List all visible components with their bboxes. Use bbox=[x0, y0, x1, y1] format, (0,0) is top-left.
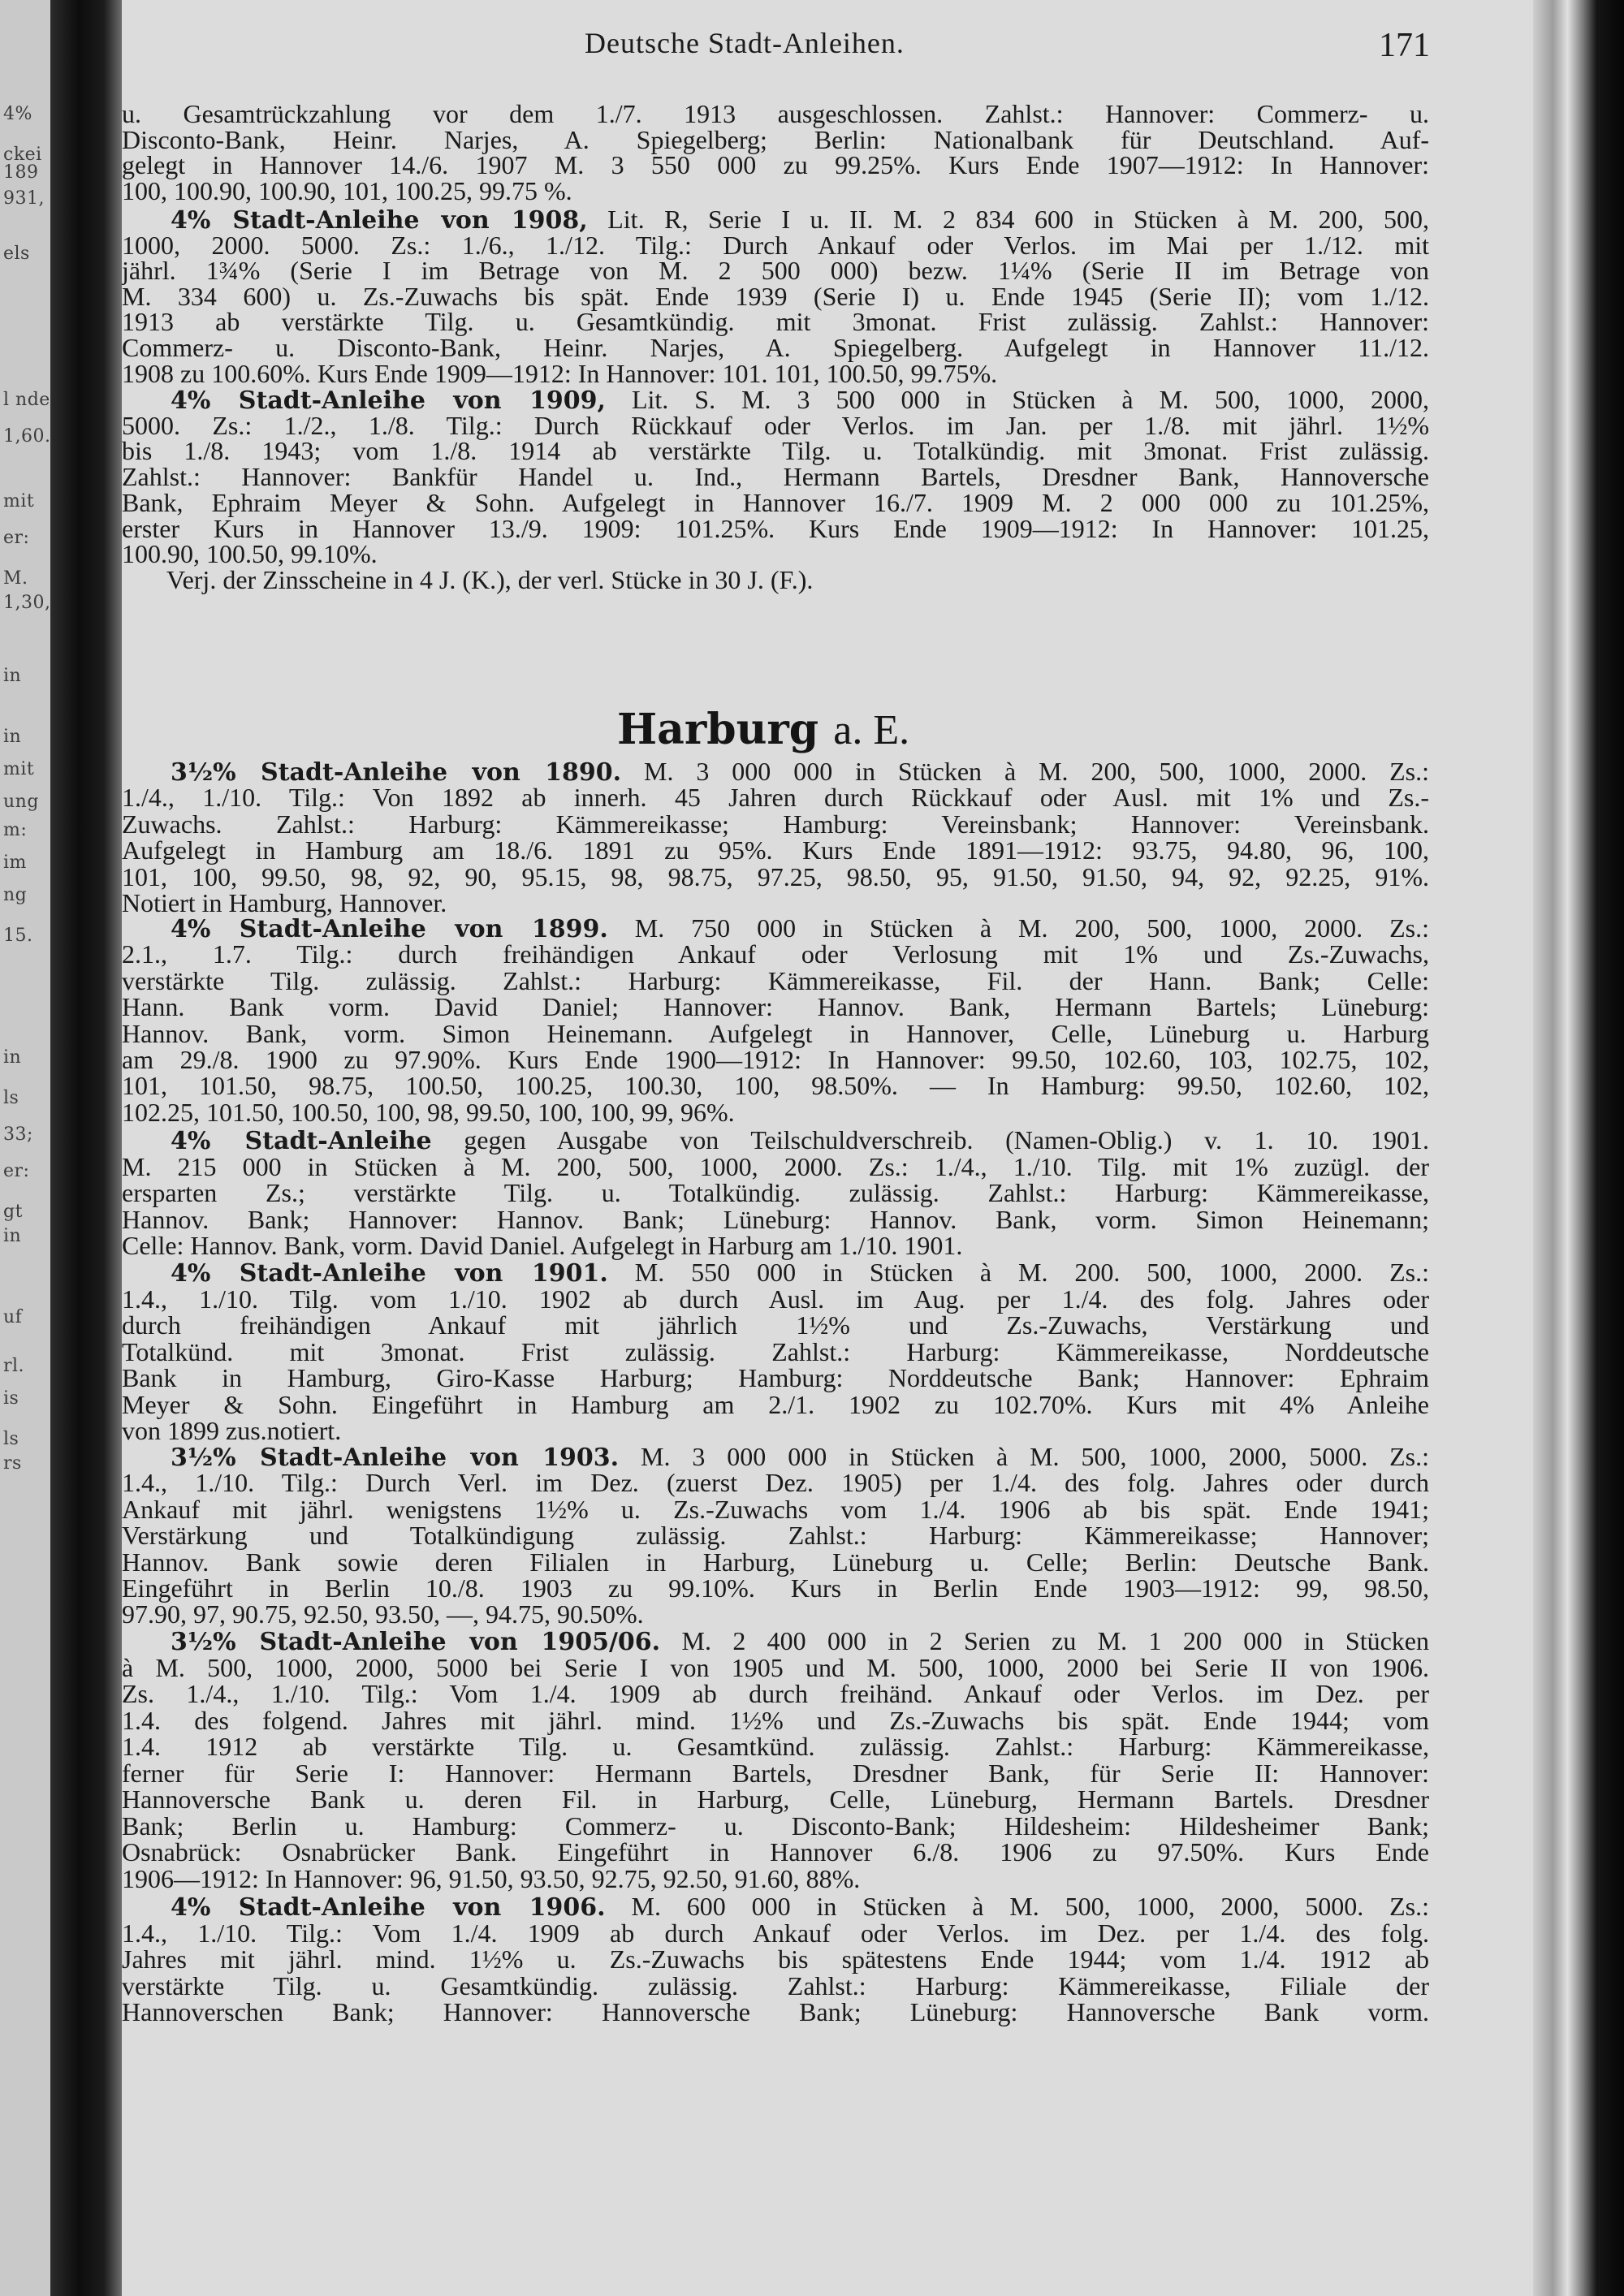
previous-page-text: in bbox=[3, 727, 22, 747]
text-line: durch freihändigen Ankauf mit jährlich 1½% und Zs.-Zuwachs, Verstärkung und bbox=[122, 1310, 1429, 1340]
text-line: 1.4., 1./10. Tilg. vom 1./10. 1902 ab durch Ausl. im Aug. per 1./4. des folg. Jahres oder bbox=[122, 1284, 1429, 1314]
text-line: verstärkte Tilg. u. Gesamtkündig. zulässig. Zahlst.: Harburg: Kämmereikasse, Filiale der bbox=[122, 1970, 1429, 2000]
text-line: ferner für Serie I: Hannover: Hermann Bartels, Dresdner Bank, für Serie II: Hannover: bbox=[122, 1758, 1429, 1788]
text-line: Hannov. Bank, vorm. Simon Heinemann. Aufgelegt in Hannover, Celle, Lüneburg u. Harburg bbox=[122, 1018, 1429, 1048]
loan-title: 4% Stadt-Anleihe von 1908, bbox=[171, 206, 588, 234]
loan-title: 4% Stadt-Anleihe von 1909, bbox=[171, 386, 606, 414]
loan-title: 4% Stadt-Anleihe von 1901. bbox=[171, 1259, 608, 1287]
text-line: u. Gesamtrückzahlung vor dem 1./7. 1913 ausgeschlossen. Zahlst.: Hannover: Commerz- u. bbox=[122, 99, 1429, 128]
previous-page-text: 15. bbox=[3, 926, 33, 946]
text-line: bis 1./8. 1943; vom 1./8. 1914 ab verstärkte Tilg. u. Totalkündig. mit 3monat. Frist zulässig. bbox=[122, 436, 1429, 466]
loan-title: 4% Stadt-Anleihe von 1899. bbox=[171, 915, 608, 943]
text-line: Hann. Bank vorm. David Daniel; Hannover: Hannov. Bank, Hermann Bartels; Lüneburg: bbox=[122, 992, 1429, 1022]
text-line: Bank; Berlin u. Hamburg: Commerz- u. Disconto-Bank; Hildesheim: Hildesheimer Bank; bbox=[122, 1810, 1429, 1841]
text-line: 101, 100, 99.50, 98, 92, 90, 95.15, 98, 98.75, 97.25, 98.50, 95, 91.50, 91.50, 94, 92, 92.25, 91%. bbox=[122, 861, 1429, 891]
text-line: Verstärkung und Totalkündigung zulässig. Zahlst.: Harburg: Kämmereikasse; Hannover; bbox=[122, 1521, 1429, 1551]
previous-page-text: els bbox=[3, 244, 30, 264]
previous-page-text: in bbox=[3, 1226, 22, 1246]
text-line: 1000, 2000. 5000. Zs.: 1./6., 1./12. Tilg.: Durch Ankauf oder Verlos. im Mai per 1./12. mit bbox=[122, 230, 1429, 260]
previous-page-text: in bbox=[3, 1047, 22, 1068]
text-line: 1.4. 1912 ab verstärkte Tilg. u. Gesamtkünd. zulässig. Zahlst.: Harburg: Kämmereikasse, bbox=[122, 1732, 1429, 1761]
text-line: Bank, Ephraim Meyer & Sohn. Aufgelegt in Hannover 16./7. 1909 M. 2 000 000 zu 101.25%, bbox=[122, 487, 1429, 517]
text-line: Aufgelegt in Hamburg am 18./6. 1891 zu 95%. Kurs Ende 1891—1912: 93.75, 94.80, 96, 100, bbox=[122, 835, 1429, 865]
text-line: Zahlst.: Hannover: Bankfür Handel u. Ind., Hermann Bartels, Dresdner Bank, Hannoversche bbox=[122, 462, 1429, 492]
previous-page-text: m: bbox=[3, 820, 28, 840]
previous-page-edge bbox=[0, 0, 50, 2296]
previous-page-text: gt bbox=[3, 1202, 23, 1222]
text-line: 100.90, 100.50, 99.10%. bbox=[122, 539, 378, 569]
loan-title: 4% Stadt-Anleihe bbox=[171, 1127, 432, 1154]
loan-title: 3½% Stadt-Anleihe von 1905/06. bbox=[171, 1628, 661, 1655]
text-line: Ankauf mit jährl. wenigstens 1½% u. Zs.-Zuwachs vom 1./4. 1906 ab bis spät. Ende 1941; bbox=[122, 1494, 1429, 1524]
page-body bbox=[122, 0, 1533, 2296]
previous-page-text: 931, bbox=[3, 188, 45, 209]
loan-title: 3½% Stadt-Anleihe von 1890. bbox=[171, 758, 622, 786]
previous-page-text: ls bbox=[3, 1429, 19, 1449]
text-line: Zs. 1./4., 1./10. Tilg.: Vom 1./4. 1909 ab durch freihänd. Ankauf oder Verlos. im Dez. per bbox=[122, 1679, 1429, 1708]
previous-page-text: ng bbox=[3, 885, 28, 905]
city-name: Harburg bbox=[617, 705, 819, 754]
text-line: 1.4., 1./10. Tilg.: Vom 1./4. 1909 ab durch Ankauf oder Verlos. im Dez. per 1./4. des folg. bbox=[122, 1918, 1429, 1948]
text-line: Hannoversche Bank u. deren Fil. in Harburg, Celle, Lüneburg, Hermann Bartels. Dresdner bbox=[122, 1785, 1429, 1814]
text-line: Osnabrück: Osnabrücker Bank. Eingeführt in Hannover 6./8. 1906 zu 97.50%. Kurs Ende bbox=[122, 1837, 1429, 1867]
previous-page-text: er: bbox=[3, 1161, 30, 1181]
text-line: 100, 100.90, 100.90, 101, 100.25, 99.75 %. bbox=[122, 175, 572, 205]
text-line: 4% Stadt-Anleihe gegen Ausgabe von Teilschuldverschreib. (Namen-Oblig.) v. 1. 10. 1901. bbox=[171, 1125, 1429, 1154]
previous-page-text: 189 bbox=[3, 162, 39, 183]
text-line: M. 334 600) u. Zs.-Zuwachs bis spät. Ende 1939 (Serie I) u. Ende 1945 (Serie II); vom 1./12. bbox=[122, 281, 1429, 311]
running-header: Deutsche Stadt-Anleihen. bbox=[585, 27, 905, 59]
text-line: 3½% Stadt-Anleihe von 1905/06. M. 2 400 000 in 2 Serien zu M. 1 200 000 in Stücken bbox=[171, 1626, 1429, 1655]
previous-page-text: l nde bbox=[3, 390, 50, 410]
book-page bbox=[122, 0, 1533, 2296]
text-line: gelegt in Hannover 14./6. 1907 M. 3 550 000 zu 99.25%. Kurs Ende 1907—1912: In Hannover: bbox=[122, 150, 1429, 179]
previous-page-text: rs bbox=[3, 1453, 22, 1474]
previous-page-text: is bbox=[3, 1388, 19, 1409]
text-line: Hannoverschen Bank; Hannover: Hannoversche Bank; Lüneburg: Hannoversche Bank vorm. bbox=[122, 1997, 1429, 2026]
text-line: Meyer & Sohn. Eingeführt in Hamburg am 2./1. 1902 zu 102.70%. Kurs mit 4% Anleihe bbox=[122, 1389, 1429, 1419]
text-line: 1913 ab verstärkte Tilg. u. Gesamtkündig. mit 3monat. Frist zulässig. Zahlst.: Hannover: bbox=[122, 307, 1429, 337]
text-line: Disconto-Bank, Heinr. Narjes, A. Spiegelberg; Berlin: Nationalbank für Deutschland. Auf- bbox=[122, 124, 1429, 154]
text-line: von 1899 zus.notiert. bbox=[122, 1416, 342, 1445]
previous-page-text: ung bbox=[3, 792, 39, 812]
book-gutter bbox=[50, 0, 122, 2296]
previous-page-text: 4% bbox=[3, 104, 32, 124]
previous-page-text: mit bbox=[3, 759, 35, 779]
text-line: am 29./8. 1900 zu 97.90%. Kurs Ende 1900—1912: In Hannover: 99.50, 102.60, 103, 102.75, 102, bbox=[122, 1045, 1429, 1074]
text-line: 4% Stadt-Anleihe von 1901. M. 550 000 in Stücken à M. 200. 500, 1000, 2000. Zs.: bbox=[171, 1258, 1429, 1287]
previous-page-text: mit bbox=[3, 491, 35, 511]
text-line: Notiert in Hamburg, Hannover. bbox=[122, 888, 447, 917]
text-line: 5000. Zs.: 1./2., 1./8. Tilg.: Durch Rückkauf oder Verlos. im Jan. per 1./8. mit jährl. 1½% bbox=[122, 410, 1429, 440]
text-line: à M. 500, 1000, 2000, 5000 bei Serie I von 1905 und M. 500, 1000, 2000 bei Serie II von 1906. bbox=[122, 1652, 1429, 1682]
text-line: 3½% Stadt-Anleihe von 1890. M. 3 000 000 in Stücken à M. 200, 500, 1000, 2000. Zs.: bbox=[171, 757, 1429, 786]
previous-page-text: 1,60. bbox=[3, 426, 50, 447]
text-line: 1908 zu 100.60%. Kurs Ende 1909—1912: In Hannover: 101. 101, 100.50, 99.75%. bbox=[122, 358, 998, 388]
text-line: Zuwachs. Zahlst.: Harburg: Kämmereikasse; Hamburg: Vereinsbank; Hannover: Vereinsbank. bbox=[122, 809, 1429, 839]
text-line: verstärkte Tilg. zulässig. Zahlst.: Harburg: Kämmereikasse, Fil. der Hann. Bank; Celle: bbox=[122, 965, 1429, 995]
text-line: 97.90, 97, 90.75, 92.50, 93.50, —, 94.75, 90.50%. bbox=[122, 1599, 644, 1629]
text-line: erster Kurs in Hannover 13./9. 1909: 101.25%. Kurs Ende 1909—1912: In Hannover: 101.25, bbox=[122, 513, 1429, 543]
text-line: Totalkünd. mit 3monat. Frist zulässig. Zahlst.: Harburg: Kämmereikasse, Norddeutsche bbox=[122, 1336, 1429, 1366]
text-line: Verj. der Zinsscheine in 4 J. (K.), der verl. Stücke in 30 J. (F.). bbox=[166, 564, 814, 594]
text-line: 1.4. des folgend. Jahres mit jährl. mind. 1½% und Zs.-Zuwachs bis spät. Ende 1944; vom bbox=[122, 1705, 1429, 1735]
previous-page-text: im bbox=[3, 852, 27, 873]
text-line: 101, 101.50, 98.75, 100.50, 100.25, 100.30, 100, 98.50%. — In Hamburg: 99.50, 102.60, 102, bbox=[122, 1071, 1429, 1101]
text-line: Eingeführt in Berlin 10./8. 1903 zu 99.10%. Kurs in Berlin Ende 1903—1912: 99, 98.50, bbox=[122, 1573, 1429, 1603]
text-line: 2.1., 1.7. Tilg.: durch freihändigen Ankauf oder Verlosung mit 1% und Zs.-Zuwachs, bbox=[122, 939, 1429, 969]
text-line: 1906—1912: In Hannover: 96, 91.50, 93.50, 92.75, 92.50, 91.60, 88%. bbox=[122, 1863, 861, 1893]
text-line: Hannov. Bank sowie deren Filialen in Harburg, Lüneburg u. Celle; Berlin: Deutsche Bank. bbox=[122, 1547, 1429, 1577]
previous-page-text: uf bbox=[3, 1307, 23, 1327]
previous-page-text: ls bbox=[3, 1088, 19, 1108]
page-number: 171 bbox=[1379, 27, 1430, 64]
previous-page-text: 33; bbox=[3, 1124, 33, 1145]
loan-title: 3½% Stadt-Anleihe von 1903. bbox=[171, 1444, 620, 1471]
text-line: jährl. 1¾% (Serie I im Betrage von M. 2 500 000) bezw. 1¼% (Serie II im Betrage von bbox=[122, 256, 1429, 286]
text-line: 4% Stadt-Anleihe von 1909, Lit. S. M. 3 500 000 in Stücken à M. 500, 1000, 2000, bbox=[171, 385, 1429, 414]
previous-page-text: rl. bbox=[3, 1356, 25, 1376]
text-line: Celle: Hannov. Bank, vorm. David Daniel. Aufgelegt in Harburg am 1./10. 1901. bbox=[122, 1231, 963, 1260]
text-line: Bank in Hamburg, Giro-Kasse Harburg; Hamburg: Norddeutsche Bank; Hannover: Ephraim bbox=[122, 1363, 1429, 1392]
text-line: 3½% Stadt-Anleihe von 1903. M. 3 000 000 in Stücken à M. 500, 1000, 2000, 5000. Zs.: bbox=[171, 1442, 1429, 1471]
text-line: Jahres mit jährl. mind. 1½% u. Zs.-Zuwachs bis spätestens Ende 1944; vom 1./4. 1912 ab bbox=[122, 1944, 1429, 1974]
text-line: ersparten Zs.; verstärkte Tilg. u. Totalkündig. zulässig. Zahlst.: Harburg: Kämmereikasse, bbox=[122, 1178, 1429, 1207]
city-heading bbox=[617, 705, 909, 754]
loan-title: 4% Stadt-Anleihe von 1906. bbox=[171, 1893, 606, 1921]
right-page-edge bbox=[1533, 0, 1624, 2296]
previous-page-text: ckei bbox=[3, 145, 42, 165]
text-line: M. 215 000 in Stücken à M. 200, 500, 1000, 2000. Zs.: 1./4., 1./10. Tilg. mit 1% zuzügl. der bbox=[122, 1151, 1429, 1181]
text-line: Commerz- u. Disconto-Bank, Heinr. Narjes, A. Spiegelberg. Aufgelegt in Hannover 11./12. bbox=[122, 333, 1429, 362]
previous-page-text: er: bbox=[3, 528, 30, 548]
text-line: 4% Stadt-Anleihe von 1899. M. 750 000 in Stücken à M. 200, 500, 1000, 2000. Zs.: bbox=[171, 913, 1429, 943]
text-line: Hannov. Bank; Hannover: Hannov. Bank; Lüneburg: Hannov. Bank, vorm. Simon Heinemann; bbox=[122, 1204, 1429, 1234]
text-line: 4% Stadt-Anleihe von 1908, Lit. R, Serie I u. II. M. 2 834 600 in Stücken à M. 200, 500, bbox=[171, 205, 1429, 234]
previous-page-text: M. bbox=[3, 568, 28, 589]
text-line: 1.4., 1./10. Tilg.: Durch Verl. im Dez. (zuerst Dez. 1905) per 1./4. des folg. Jahres oder durch bbox=[122, 1468, 1429, 1498]
text-line: 4% Stadt-Anleihe von 1906. M. 600 000 in Stücken à M. 500, 1000, 2000, 5000. Zs.: bbox=[171, 1892, 1429, 1921]
previous-page-text: 1,30, bbox=[3, 593, 50, 613]
city-suffix: a. E. bbox=[833, 707, 910, 753]
text-line: 102.25, 101.50, 100.50, 100, 98, 99.50, 100, 100, 99, 96%. bbox=[122, 1097, 735, 1127]
previous-page-text: in bbox=[3, 666, 22, 686]
text-line: 1./4., 1./10. Tilg.: Von 1892 ab innerh. 45 Jahren durch Rückkauf oder Ausl. mit 1% und Zs.- bbox=[122, 783, 1429, 813]
